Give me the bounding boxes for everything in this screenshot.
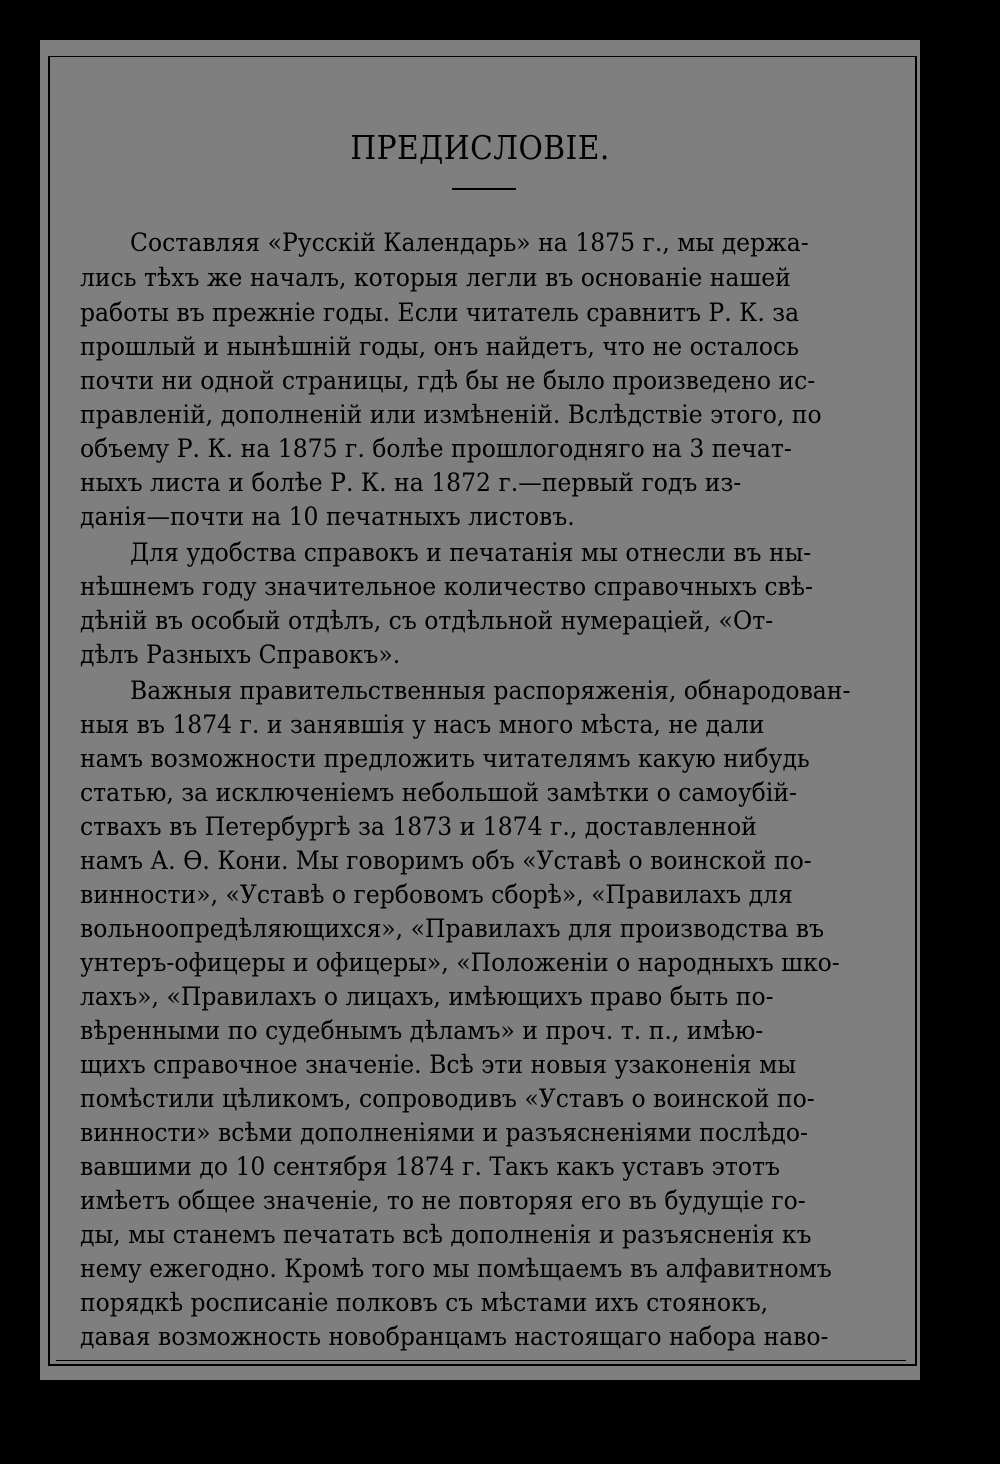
text-line: прошлый и нынѣшній годы, онъ найдетъ, что не осталось bbox=[80, 332, 799, 361]
text-line: статью, за исключеніемъ небольшой замѣтки о самоубій- bbox=[80, 778, 797, 807]
text-line: ствахъ въ Петербургѣ за 1873 и 1874 г., доставленной bbox=[80, 812, 757, 841]
text-line: правленій, дополненій или измѣненій. Вслѣдствіе этого, по bbox=[80, 400, 822, 429]
text-line: нему ежегодно. Кромѣ того мы помѣщаемъ въ алфавитномъ bbox=[80, 1254, 832, 1283]
text-line: лахъ», «Правилахъ о лицахъ, имѣющихъ право быть по- bbox=[80, 982, 774, 1011]
text-line: унтеръ-офицеры и офицеры», «Положеніи о народныхъ шко- bbox=[80, 948, 840, 977]
text-line: помѣстили цѣликомъ, сопроводивъ «Уставъ о воинской по- bbox=[80, 1084, 815, 1113]
page-frame-bottom-rule bbox=[56, 1360, 906, 1361]
text-line: намъ А. Ѳ. Кони. Мы говоримъ объ «Уставѣ о воинской по- bbox=[80, 846, 812, 875]
text-line: ныхъ листа и болѣе Р. К. на 1872 г.—первый годъ из- bbox=[80, 468, 742, 497]
text-line: нѣшнемъ году значительное количество справочныхъ свѣ- bbox=[80, 572, 813, 601]
text-line: вольноопредѣляющихся», «Правилахъ для производства въ bbox=[80, 914, 824, 943]
text-line: почти ни одной страницы, гдѣ бы не было произведено ис- bbox=[80, 366, 816, 395]
text-line: ды, мы станемъ печатать всѣ дополненія и разъясненія къ bbox=[80, 1220, 812, 1249]
text-line: вавшими до 10 сентября 1874 г. Такъ какъ уставъ этотъ bbox=[80, 1152, 780, 1181]
text-line: ныя въ 1874 г. и занявшія у насъ много мѣста, не дали bbox=[80, 710, 765, 739]
text-line: имѣетъ общее значеніе, то не повторяя его въ будущіе го- bbox=[80, 1186, 806, 1215]
text-line: намъ возможности предложить читателямъ какую нибудь bbox=[80, 744, 810, 773]
text-line: вѣренными по судебнымъ дѣламъ» и проч. т. п., имѣю- bbox=[80, 1016, 764, 1045]
title-rule bbox=[452, 188, 516, 190]
text-line: лись тѣхъ же началъ, которыя легли въ основаніе нашей bbox=[80, 263, 791, 292]
text-line: дѣлъ Разныхъ Справокъ». bbox=[80, 640, 401, 669]
text-line: винности» всѣми дополненіями и разъясненіями послѣдо- bbox=[80, 1118, 808, 1147]
text-line: Для удобства справокъ и печатанія мы отнесли въ ны- bbox=[130, 538, 812, 567]
text-line: работы въ прежніе годы. Если читатель сравнитъ Р. К. за bbox=[80, 298, 800, 327]
text-line: винности», «Уставѣ о гербовомъ сборѣ», «Правилахъ для bbox=[80, 880, 793, 909]
text-line: объему Р. К. на 1875 г. болѣе прошлогодняго на 3 печат- bbox=[80, 434, 792, 463]
text-line: порядкѣ росписаніе полковъ съ мѣстами ихъ стоянокъ, bbox=[80, 1288, 769, 1317]
text-line: Составляя «Русскій Календарь» на 1875 г., мы держа- bbox=[130, 228, 809, 257]
text-line: данія—почти на 10 печатныхъ листовъ. bbox=[80, 502, 575, 531]
text-line: Важныя правительственныя распоряженія, обнародован- bbox=[130, 676, 851, 705]
text-line: давая возможность новобранцамъ настоящаго набора наво- bbox=[80, 1322, 829, 1351]
text-line: щихъ справочное значеніе. Всѣ эти новыя узаконенія мы bbox=[80, 1050, 797, 1079]
text-line: дѣній въ особый отдѣлъ, съ отдѣльной нумераціей, «От- bbox=[80, 606, 774, 635]
page-title: ПРЕДИСЛОВІЕ. bbox=[350, 128, 610, 167]
